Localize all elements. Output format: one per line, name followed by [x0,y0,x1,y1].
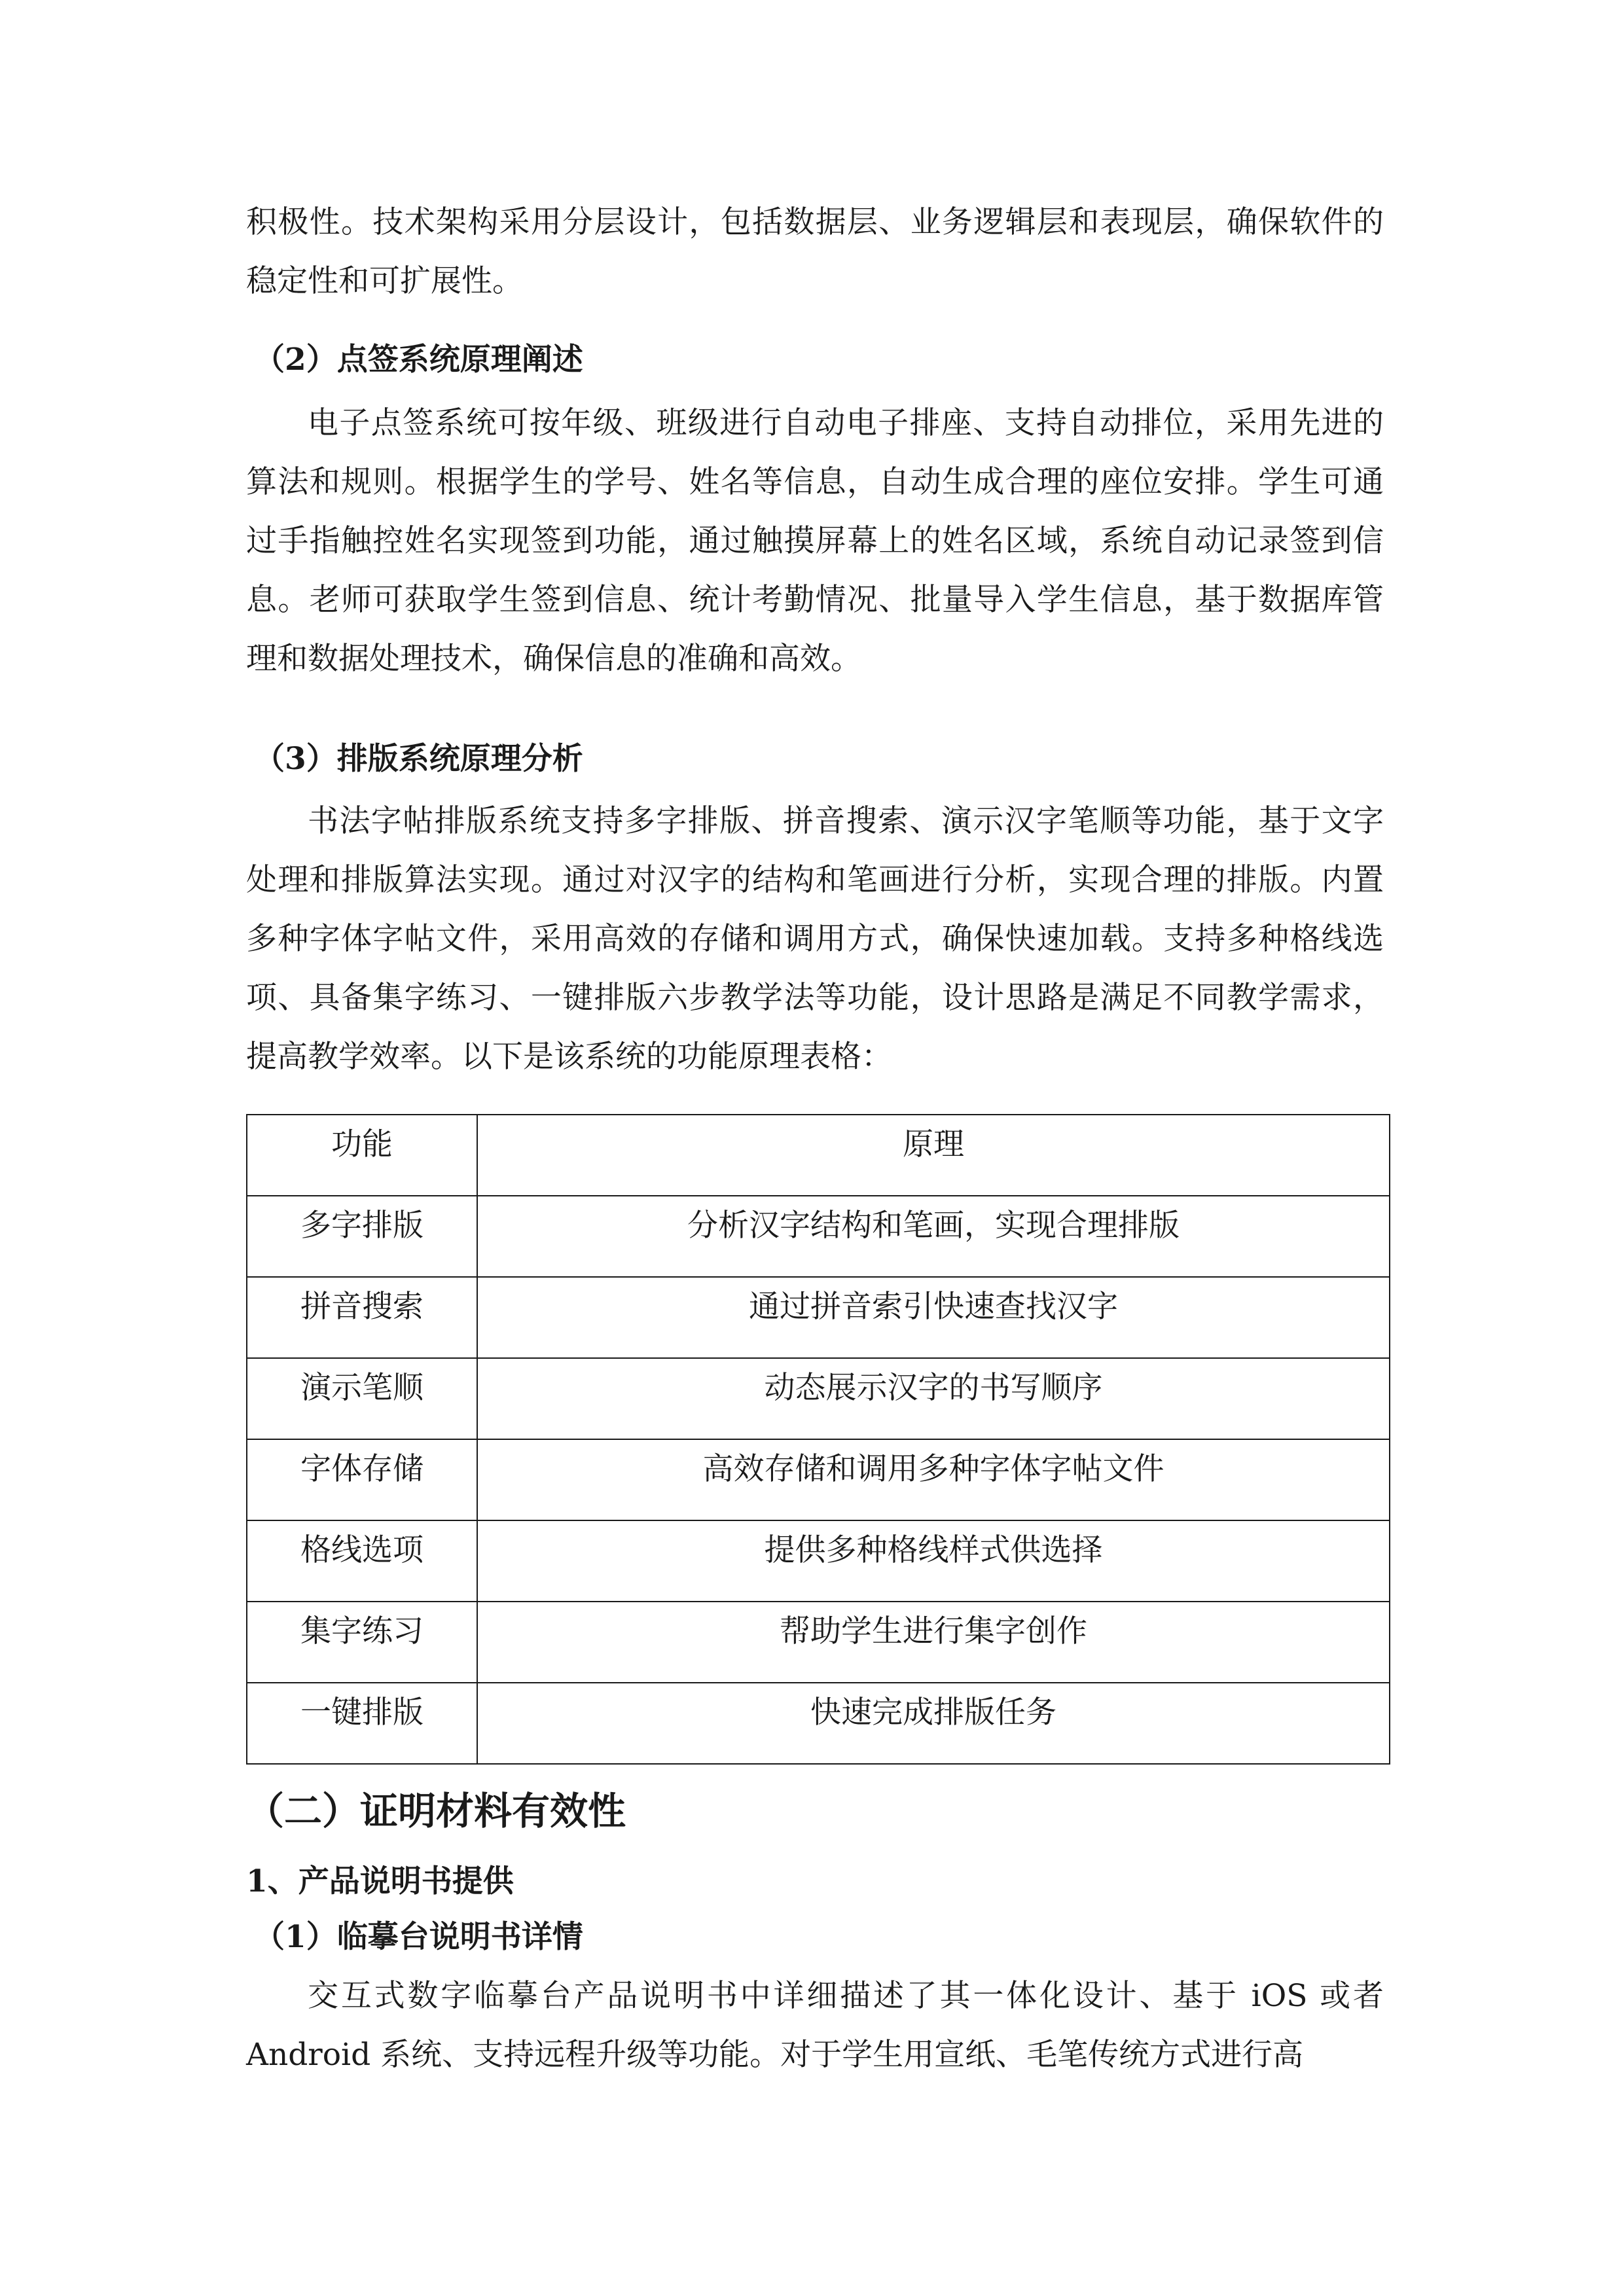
table-cell-function: 集字练习 [247,1602,477,1683]
table-cell-function: 字体存储 [247,1439,477,1520]
sub1-heading: （1）临摹台说明书详情 [254,1919,583,1955]
section2-heading: （2）点签系统原理阐述 [254,342,583,378]
section3-paragraph: 书法字帖排版系统支持多字排版、拼音搜索、演示汉字笔顺等功能，基于文字处理和排版算法实现。通过对汉字的结构和笔画进行分析，实现合理的排版。内置多种字体字帖文件，采用高效的存储和调用方式，确保快速加载。支持多种格线选项、具备集字练习、一键排版六步教学法等功能，设计思路是满足不同教学需求，提高教学效率。以下是该系统的功能原理表格： [246,803,1384,1075]
table-row [247,1439,1390,1520]
table-cell-principle: 动态展示汉字的书写顺序 [477,1358,1390,1439]
table-row [247,1602,1390,1683]
function-principle-table [246,1114,1390,1765]
table-row [247,1358,1390,1439]
table-row [247,1277,1390,1358]
section3-heading: （3）排版系统原理分析 [254,741,583,777]
table-cell-principle: 通过拼音索引快速查找汉字 [477,1277,1390,1358]
intro-paragraph: 积极性。技术架构采用分层设计，包括数据层、业务逻辑层和表现层，确保软件的稳定性和可扩展性。 [246,204,1384,299]
table-cell-principle: 高效存储和调用多种字体字帖文件 [477,1439,1390,1520]
table-cell-function: 多字排版 [247,1196,477,1277]
item1-heading: 1、产品说明书提供 [246,1863,514,1899]
table-header-function: 功能 [247,1115,477,1196]
part2-heading: （二）证明材料有效性 [246,1789,626,1833]
table-row [247,1683,1390,1764]
table-cell-principle: 分析汉字结构和笔画，实现合理排版 [477,1196,1390,1277]
table-cell-principle: 快速完成排版任务 [477,1683,1390,1764]
table-cell-function: 一键排版 [247,1683,477,1764]
section2-paragraph: 电子点签系统可按年级、班级进行自动电子排座、支持自动排位，采用先进的算法和规则。根据学生的学号、姓名等信息，自动生成合理的座位安排。学生可通过手指触控姓名实现签到功能，通过触摸屏幕上的姓名区域，系统自动记录签到信息。老师可获取学生签到信息、统计考勤情况、批量导入学生信息，基于数据库管理和数据处理技术，确保信息的准确和高效。 [246,405,1384,677]
table-header-principle: 原理 [477,1115,1390,1196]
table-row [247,1520,1390,1602]
table-cell-principle: 提供多种格线样式供选择 [477,1520,1390,1602]
table-cell-function: 拼音搜索 [247,1277,477,1358]
table-cell-function: 演示笔顺 [247,1358,477,1439]
table-cell-principle: 帮助学生进行集字创作 [477,1602,1390,1683]
sub1-paragraph: 交互式数字临摹台产品说明书中详细描述了其一体化设计、基于 iOS 或者 Android 系统、支持远程升级等功能。对于学生用宣纸、毛笔传统方式进行高 [246,1978,1384,2073]
table-header-row [247,1115,1390,1196]
table-cell-function: 格线选项 [247,1520,477,1602]
table-row [247,1196,1390,1277]
